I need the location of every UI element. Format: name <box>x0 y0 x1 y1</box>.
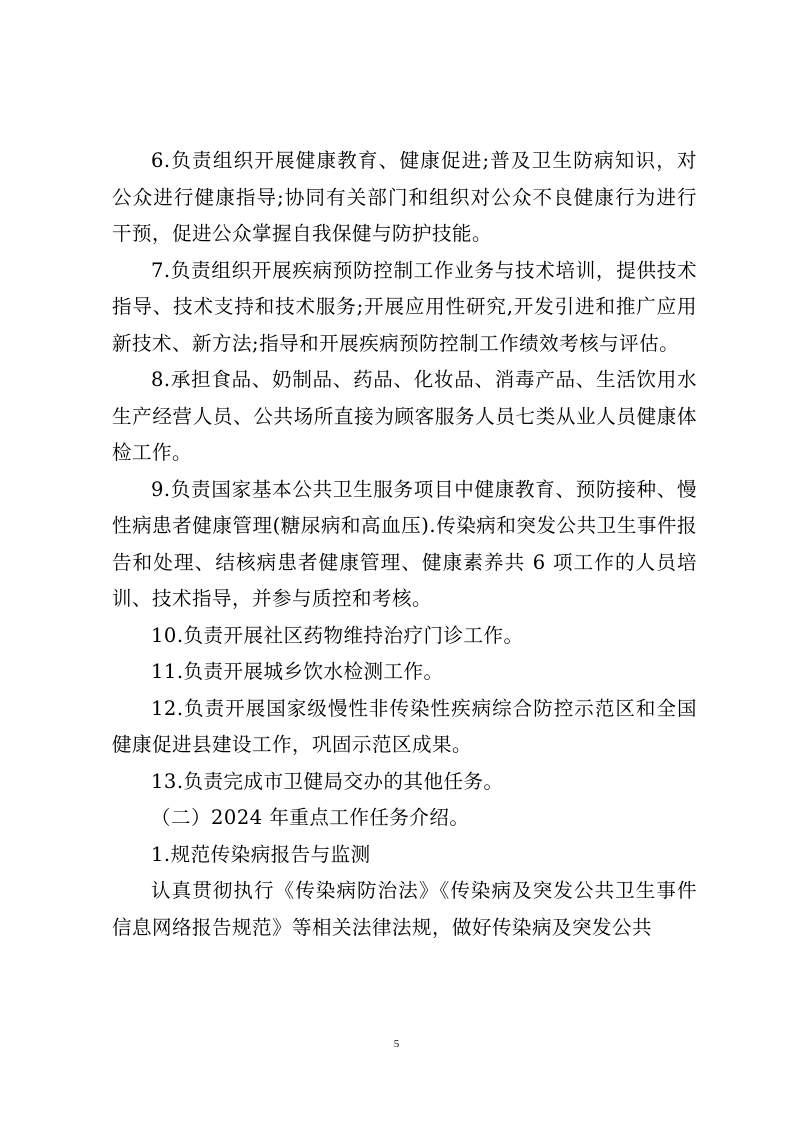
paragraph-item-10: 10.负责开展社区药物维持治疗门诊工作。 <box>151 623 524 647</box>
page-number: 5 <box>393 1038 400 1050</box>
paragraph-body: 认真贯彻执行《传染病防治法》《传染病及突发公共卫生事件信息网络报告规范》等相关法律法规，做好传染病及突发公共 <box>112 879 697 939</box>
paragraph-item-9: 9.负责国家基本公共卫生服务项目中健康教育、预防接种、慢性病患者健康管理(糖尿病和高血压).传染病和突发公共卫生事件报告和处理、结核病患者健康管理、健康素养共 6 项工作的人员培训、技术指导，并参与质控和考核。 <box>112 477 697 610</box>
document-body <box>112 143 697 946</box>
paragraph-item-7: 7.负责组织开展疾病预防控制工作业务与技术培训，提供技术指导、技术支持和技术服务;开展应用性研究,开发引进和推广应用新技术、新方法;指导和开展疾病预防控制工作绩效考核与评估。 <box>112 258 697 355</box>
paragraph-item-12: 12.负责开展国家级慢性非传染性疾病综合防控示范区和全国健康促进县建设工作，巩固示范区成果。 <box>112 696 697 756</box>
paragraph-item-8: 8.承担食品、奶制品、药品、化妆品、消毒产品、生活饮用水生产经营人员、公共场所直接为顾客服务人员七类从业人员健康体检工作。 <box>112 368 697 464</box>
section-heading: （二）2024 年重点工作任务介绍。 <box>151 806 470 829</box>
paragraph-item-13: 13.负责完成市卫健局交办的其他任务。 <box>151 769 504 793</box>
subsection-heading: 1.规范传染病报告与监测 <box>151 842 371 866</box>
paragraph-item-6: 6.负责组织开展健康教育、健康促进;普及卫生防病知识，对公众进行健康指导;协同有关部门和组织对公众不良健康行为进行干预，促进公众掌握自我保健与防护技能。 <box>112 149 697 245</box>
paragraph-item-11: 11.负责开展城乡饮水检测工作。 <box>151 660 444 683</box>
